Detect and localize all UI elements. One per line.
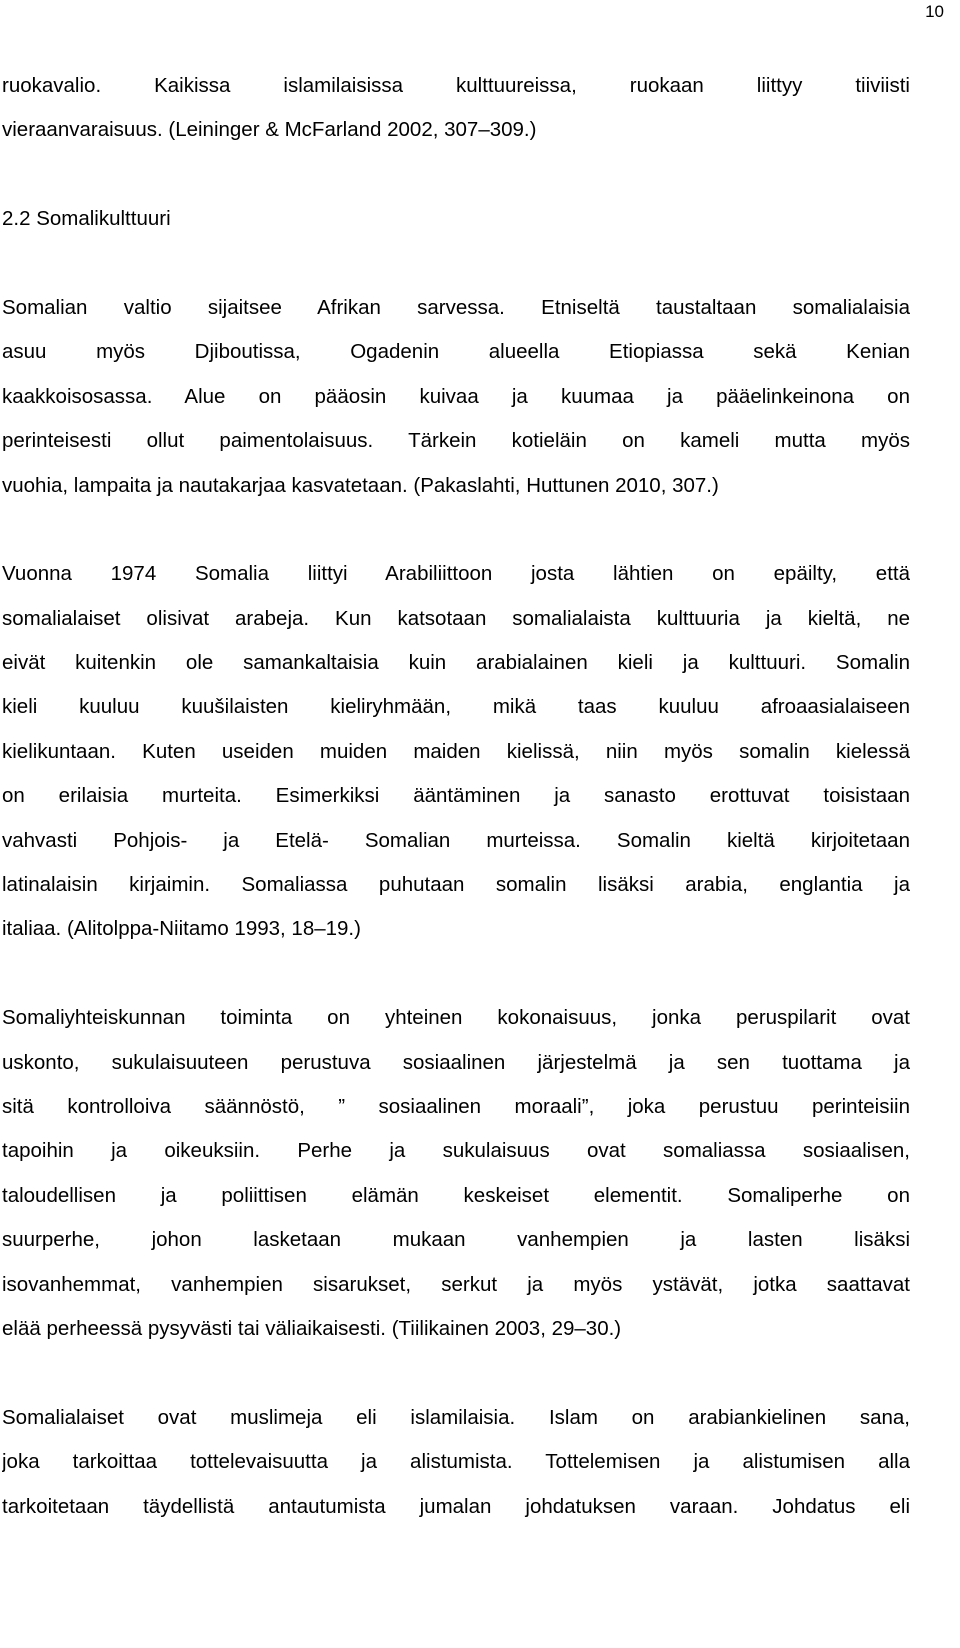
text-line: asuu myös Djiboutissa, Ogadenin alueella Etiopiassa sekä Kenian [2, 340, 910, 364]
text-line: ruokavalio. Kaikissa islamilaisissa kulttuureissa, ruokaan liittyy tiiviisti [2, 74, 910, 97]
text-line: sitä kontrolloiva säännöstö, ” sosiaalinen moraali”, joka perustuu perinteisiin [2, 1094, 910, 1118]
text-line: somalialaiset olisivat arabeja. Kun katsotaan somalialaista kulttuuria ja kieltä, ne [2, 606, 910, 630]
document-body [2, 64, 910, 1529]
paragraph-gap [2, 153, 910, 197]
text-line: Somalian valtio sijaitsee Afrikan sarvessa. Etniseltä taustaltaan somalialaisia [2, 295, 910, 319]
text-line: suurperhe, johon lasketaan mukaan vanhempien ja lasten lisäksi [2, 1228, 910, 1252]
text-line: taloudellisen ja poliittisen elämän keskeiset elementit. Somaliperhe on [2, 1183, 910, 1207]
text-line: vuohia, lampaita ja nautakarjaa kasvatetaan. (Pakaslahti, Huttunen 2010, 307.) [2, 473, 719, 497]
text-line: vieraanvaraisuus. (Leininger & McFarland 2002, 307–309.) [2, 118, 537, 142]
paragraph-gap [2, 952, 910, 996]
paragraph [2, 1396, 910, 1529]
paragraph [2, 996, 910, 1351]
page-number: 10 [925, 2, 944, 21]
text-line: tapoihin ja oikeuksiin. Perhe ja sukulaisuus ovat somaliassa sosiaalisen, [2, 1139, 910, 1163]
paragraph [2, 552, 910, 952]
text-line: Vuonna 1974 Somalia liittyi Arabiliittoon josta lähtien on epäilty, että [2, 562, 910, 586]
text-line: latinalaisin kirjaimin. Somaliassa puhutaan somalin lisäksi arabia, englantia ja [2, 873, 910, 897]
paragraph [2, 286, 910, 508]
paragraph-gap [2, 1351, 910, 1395]
text-line: kielikuntaan. Kuten useiden muiden maiden kielissä, niin myös somalin kielessä [2, 739, 910, 763]
text-line: isovanhemmat, vanhempien sisarukset, serkut ja myös ystävät, jotka saattavat [2, 1272, 910, 1296]
text-line: uskonto, sukulaisuuteen perustuva sosiaalinen järjestelmä ja sen tuottama ja [2, 1050, 910, 1074]
text-line: Somaliyhteiskunnan toiminta on yhteinen kokonaisuus, jonka peruspilarit ovat [2, 1006, 910, 1030]
text-line: on erilaisia murteita. Esimerkiksi ääntäminen ja sanasto erottuvat toisistaan [2, 784, 910, 808]
text-line: perinteisesti ollut paimentolaisuus. Tärkein kotieläin on kameli mutta myös [2, 429, 910, 453]
text-line: vahvasti Pohjois- ja Etelä- Somalian murteissa. Somalin kieltä kirjoitetaan [2, 828, 910, 852]
text-line: 2.2 Somalikulttuuri [2, 207, 171, 231]
text-line: kaakkoisosassa. Alue on pääosin kuivaa ja kuumaa ja pääelinkeinona on [2, 384, 910, 408]
paragraph-gap [2, 508, 910, 552]
text-line: kieli kuuluu kuušilaisten kieliryhmään, mikä taas kuuluu afroaasialaiseen [2, 695, 910, 719]
paragraph [2, 64, 910, 153]
section-heading [2, 197, 910, 241]
text-line: eivät kuitenkin ole samankaltaisia kuin arabialainen kieli ja kulttuuri. Somalin [2, 651, 910, 675]
paragraph-gap [2, 242, 910, 286]
text-line: elää perheessä pysyvästi tai väliaikaisesti. (Tiilikainen 2003, 29–30.) [2, 1316, 622, 1340]
text-line: joka tarkoittaa tottelevaisuutta ja alistumista. Tottelemisen ja alistumisen alla [2, 1450, 910, 1474]
text-line: Somalialaiset ovat muslimeja eli islamilaisia. Islam on arabiankielinen sana, [2, 1405, 910, 1429]
text-line: italiaa. (Alitolppa-Niitamo 1993, 18–19.) [2, 917, 361, 941]
text-line: tarkoitetaan täydellistä antautumista jumalan johdatuksen varaan. Johdatus eli [2, 1494, 910, 1518]
